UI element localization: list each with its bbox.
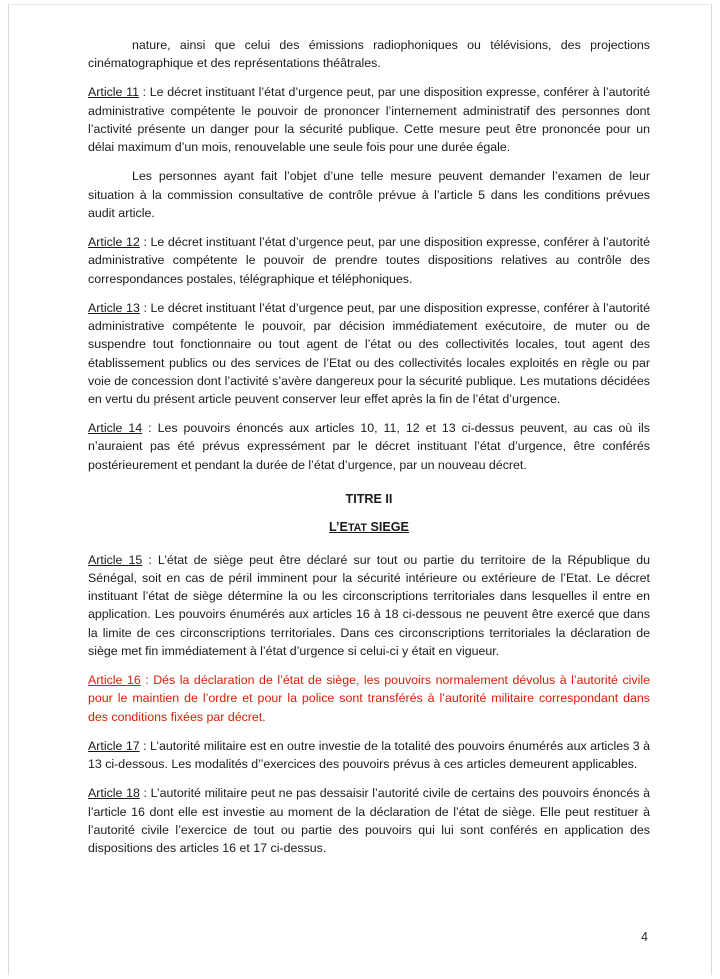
article-label-12: Article 12 xyxy=(88,235,140,250)
section-subtitle xyxy=(88,518,650,537)
article-label-16: Article 16 xyxy=(88,673,141,688)
article-text-15: : L’état de siège peut être déclaré sur tout ou partie du territoire de la République du Sénégal, soit en cas de péril imminent pour la sécurité intérieure ou extérieure de l’Etat. Le décret instituant l’état de siège détermine la ou les circonscriptions territoriales dans lesquelles il entre en application. Les pouvoirs énumérés aux articles 16 à 18 ci-dessous ne peuvent être exercé que dans la limite de ces circonscriptions territoriales. Dans ces circonscriptions territoriales la déclaration de siège met fin immédiatement à l’état d’urgence si celui-ci y était en vigueur. xyxy=(88,552,650,658)
paragraph-commission: Les personnes ayant fait l’objet d’une telle mesure peuvent demander l’examen de leur situation à la commission consultative de contrôle prévue à l’article 5 dans les conditions prévues audit article. xyxy=(88,169,650,220)
document-body xyxy=(88,36,650,868)
paragraph-article-14 xyxy=(88,419,650,474)
article-text-14: : Les pouvoirs énoncés aux articles 10, 11, 12 et 13 ci-dessus peuvent, au cas où ils n’auraient pas été prévus expressément par le décret instituant l’état d’urgence, être conférés postérieurement et pendant la durée de l’état d’urgence, par un nouveau décret. xyxy=(88,421,650,472)
article-label-11: Article 11 xyxy=(88,85,139,100)
subtitle-part-1: L’E xyxy=(329,519,348,534)
page-number: 4 xyxy=(641,930,648,944)
paragraph-article-17 xyxy=(88,737,650,773)
article-label-13: Article 13 xyxy=(88,300,140,315)
article-text-12: : Le décret instituant l’état d’urgence peut, par une disposition expresse, conférer à l’autorité administrative compétente le pouvoir de prendre toutes dispositions relatives au contrôle des correspondances postales, télégraphique et téléphoniques. xyxy=(88,235,650,286)
section-title: TITRE II xyxy=(345,491,393,506)
article-text-17: : L’autorité militaire est en outre investie de la totalité des pouvoirs énumérés aux articles 3 à 13 ci-dessous. Les modalités d’’exercices des pouvoirs prévus à ces articles demeurent applicables. xyxy=(88,738,651,772)
article-label-17: Article 17 xyxy=(88,738,140,753)
article-label-14: Article 14 xyxy=(88,421,143,436)
article-text-18: : L’autorité militaire peut ne pas dessaisir l’autorité civile de certains des pouvoirs énoncés à l’article 16 dont elle est investie au moment de la déclaration de l’état de siège. Elle peut restituer à l’autorité civile l’exercice de tout ou partie des pouvoirs qui lui sont conférés en application des dispositions des articles 16 et 17 ci-dessus. xyxy=(88,786,650,855)
paragraph-intro: nature, ainsi que celui des émissions radiophoniques ou télévisions, des projections cinématographique et des représentations théâtrales. xyxy=(88,38,650,71)
subtitle-part-2: SIEGE xyxy=(366,519,409,534)
article-text-16: : Dés la déclaration de l’état de siège, les pouvoirs normalement dévolus à l’autorité civile pour le maintien de l’ordre et pour la police sont transférés à l’autorité militaire correspondant dans des conditions fixées par décret. xyxy=(88,673,650,724)
article-label-15: Article 15 xyxy=(88,552,143,567)
paragraph-article-12 xyxy=(88,233,650,288)
paragraph-article-15 xyxy=(88,551,650,660)
article-text-13: : Le décret instituant l’état d’urgence peut, par une disposition expresse, conférer à l’autorité administrative compétente le pouvoir, par décision immédiatement exécutoire, de muter ou de suspendre tout fonctionnaire ou tout agent de l’état ou des collectivités locales, tout agent des établissement publics ou des services de l’Etat ou des collectivités locales exploités en règle ou par voie de concession dont l’activité s’avère dangereux pour la sécurité publique. Les mutations décidées en vertu du présent article peuvent conserver leur effet après la fin de l’état d’urgence. xyxy=(88,300,650,406)
article-text-11: : Le décret instituant l’état d’urgence peut, par une disposition expresse, conférer à l’autorité administrative compétente le pouvoir de prononcer l’internement administratif des personnes dont l’activité présente un danger pour la sécurité publique. Cette mesure peut être prononcée pour un délai maximum d’un mois, renouvelable une seule fois pour une durée égale. xyxy=(88,85,650,155)
paragraph-article-18 xyxy=(88,784,650,857)
article-label-18: Article 18 xyxy=(88,786,140,801)
paragraph-article-13 xyxy=(88,299,650,408)
subtitle-smallcaps: TAT xyxy=(347,521,367,534)
paragraph-article-16 xyxy=(88,671,650,726)
paragraph-article-11 xyxy=(88,83,650,156)
